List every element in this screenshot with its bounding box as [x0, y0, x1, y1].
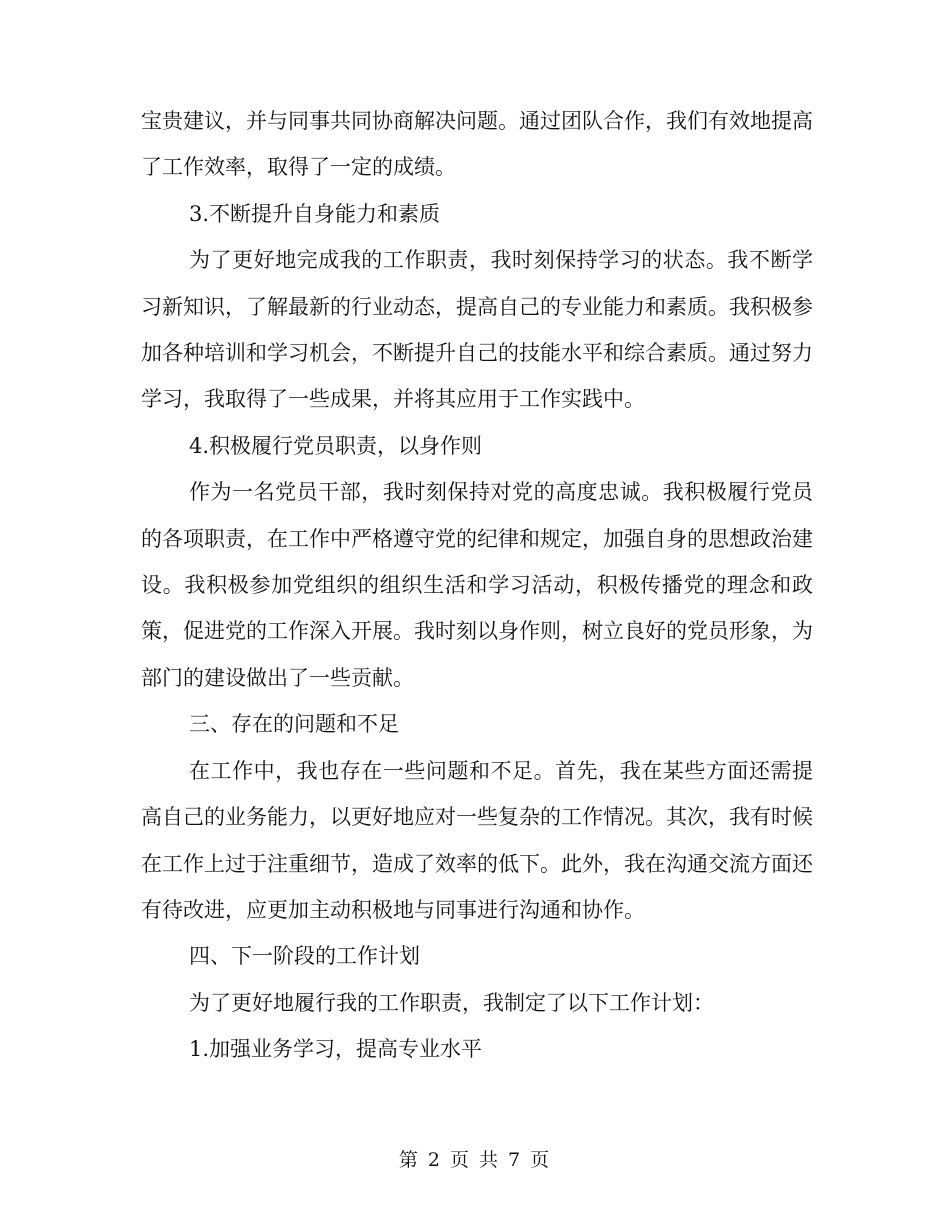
document-body: [141, 98, 813, 1073]
page-number-footer: 第 2 页 共 7 页: [398, 1149, 552, 1171]
section-heading: 3.不断提升自身能力和素质: [189, 201, 441, 226]
section-heading: 四、下一阶段的工作计划: [189, 944, 420, 969]
paragraph: 在工作中，我也存在一些问题和不足。首先，我在某些方面还需提高自己的业务能力，以更好地应对一些复杂的工作情况。其次，我有时候在工作上过于注重细节，造成了效率的低下。此外，我在沟通交流方面还有待改进，应更加主动积极地与同事进行沟通和协作。: [141, 758, 813, 922]
section-heading: 1.加强业务学习，提高专业水平: [189, 1037, 483, 1062]
paragraph: 为了更好地完成我的工作职责，我时刻保持学习的状态。我不断学习新知识，了解最新的行业动态，提高自己的专业能力和素质。我积极参加各种培训和学习机会，不断提升自己的技能水平和综合素质。通过努力学习，我取得了一些成果，并将其应用于工作实践中。: [141, 248, 813, 412]
section-heading: 三、存在的问题和不足: [189, 712, 399, 737]
paragraph: 作为一名党员干部，我时刻保持对党的高度忠诚。我积极履行党员的各项职责，在工作中严格遵守党的纪律和规定，加强自身的思想政治建设。我积极参加党组织的组织生活和学习活动，积极传播党的理念和政策，促进党的工作深入开展。我时刻以身作则，树立良好的党员形象，为部门的建设做出了一些贡献。: [141, 480, 813, 690]
paragraph: 为了更好地履行我的工作职责，我制定了以下工作计划：: [189, 990, 714, 1015]
section-heading: 4.积极履行党员职责，以身作则: [189, 433, 483, 458]
paragraph: 宝贵建议，并与同事共同协商解决问题。通过团队合作，我们有效地提高了工作效率，取得了一定的成绩。: [141, 109, 813, 180]
